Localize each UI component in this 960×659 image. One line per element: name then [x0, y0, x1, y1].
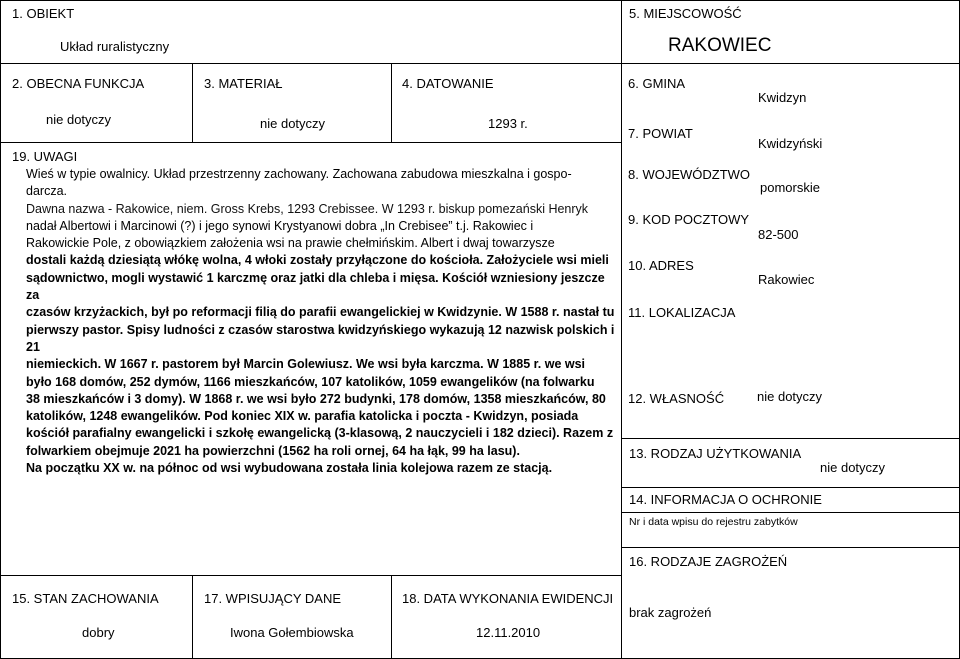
uwagi-line: Dawna nazwa - Rakowice, niem. Gross Krebs, 1293 Crebissee. W 1293 r. biskup pomezański Henryk — [26, 201, 589, 216]
uwagi-line: sądownictwo, mogli wystawić 1 karczmę oraz jatki dla chleba i mięsa. Kościół wzniesiony jeszcze za — [26, 270, 605, 303]
uwagi-line: Wieś w typie owalnicy. Układ przestrzenny zachowany. Zachowana zabudowa mieszkalna i gospo- — [26, 167, 572, 181]
obiekt-value: Układ ruralistyczny — [60, 39, 170, 54]
uwagi-line: 38 mieszkańców i 3 domy). W 1868 r. we wsi było 272 budynki, 178 domów, 1358 mieszkańców, 80 — [26, 391, 606, 406]
data-label: 18. DATA WYKONANIA EWIDENCJI — [402, 591, 614, 606]
datowanie-cell — [391, 63, 622, 143]
uwagi-line: nadał Albertowi i Marcinowi (?) i jego synowi Krystyanowi dobra „In Crebisee” t.j. Rakowiec i — [26, 218, 534, 233]
gmina-value: Kwidzyn — [758, 90, 807, 105]
stan-cell — [0, 575, 193, 659]
uwagi-label: 19. UWAGI — [12, 149, 78, 164]
wlasnosc-value: nie dotyczy — [757, 389, 823, 404]
uwagi-text — [26, 166, 618, 477]
powiat-value: Kwidzyński — [758, 136, 823, 151]
powiat-label: 7. POWIAT — [628, 126, 693, 141]
zagrozenia-cell — [621, 547, 960, 659]
ochrona-label: 14. INFORMACJA O OCHRONIE — [629, 492, 822, 507]
uwagi-line: niemieckich. W 1667 r. pastorem był Marcin Golewiusz. We wsi była karczma. W 1885 r. we wsi — [26, 357, 586, 372]
uwagi-line: pierwszy pastor. Spisy ludności z czasów starostwa kwidzyńskiego wykazują 12 nazwisk polskich i 21 — [26, 322, 615, 354]
ochrona-value: Nr i data wpisu do rejestru zabytków — [629, 516, 798, 528]
datowanie-label: 4. DATOWANIE — [402, 76, 494, 91]
wojewodztwo-label: 8. WOJEWÓDZTWO — [628, 167, 751, 182]
uzytkowanie-label: 13. RODZAJ UŻYTKOWANIA — [629, 446, 802, 461]
obiekt-cell — [0, 0, 622, 64]
funkcja-label: 2. OBECNA FUNKCJA — [12, 76, 145, 91]
uwagi-line: kościół parafialny ewangelicki i szkołę ewangelicką (3-klasową, 2 nauczycieli i 182 dzieci). Razem z — [26, 426, 614, 441]
adres-label: 10. ADRES — [628, 258, 694, 273]
uzytkowanie-cell — [621, 438, 960, 488]
stan-value: dobry — [82, 625, 115, 640]
wlasnosc-label: 12. WŁASNOŚĆ — [628, 391, 725, 406]
obiekt-label: 1. OBIEKT — [12, 6, 75, 21]
gmina-label: 6. GMINA — [628, 76, 686, 91]
uwagi-line: folwarkiem obejmuje 2021 ha powierzchni (1562 ha roli ornej, 64 ha łąk, 99 ha lasu). — [26, 443, 520, 458]
uwagi-line: Na początku XX w. na północ od wsi wybudowana została linia kolejowa razem ze stacją. — [26, 461, 553, 476]
adres-value: Rakowiec — [758, 272, 815, 287]
uwagi-line: Rakowickie Pole, z obowiązkiem założenia wsi na prawie chełmińskim. Albert i dwaj towarzysze — [26, 236, 555, 251]
uwagi-line: czasów krzyżackich, był po reformacji filią do parafii ewangelickiej w Kwidzynie. W 1588 r. nastał tu — [26, 305, 615, 320]
datowanie-value: 1293 r. — [488, 116, 528, 131]
funkcja-value: nie dotyczy — [46, 112, 112, 127]
uzytkowanie-value: nie dotyczy — [820, 460, 886, 475]
uwagi-line: katolików, 1248 ewangelików. Pod koniec XIX w. parafia katolicka i poczta - Kwidzyn, posiada — [26, 409, 579, 424]
wpisujacy-label: 17. WPISUJĄCY DANE — [204, 591, 342, 606]
miejscowosc-cell — [621, 0, 960, 64]
uwagi-line: darcza. — [26, 184, 67, 199]
wpisujacy-cell — [192, 575, 392, 659]
lokalizacja-label: 11. LOKALIZACJA — [628, 305, 736, 320]
funkcja-cell — [0, 63, 193, 143]
material-value: nie dotyczy — [260, 116, 326, 131]
kod-value: 82-500 — [758, 227, 799, 242]
data-cell — [391, 575, 622, 659]
zagrozenia-value: brak zagrożeń — [629, 605, 712, 620]
material-cell — [192, 63, 392, 143]
kod-label: 9. KOD POCZTOWY — [628, 212, 750, 227]
uwagi-line: dostali każdą dziesiątą włókę wolna, 4 włoki zostały przyłączone do kościoła. Założyciele wsi mieli — [26, 253, 609, 268]
material-label: 3. MATERIAŁ — [204, 76, 283, 91]
miejscowosc-label: 5. MIEJSCOWOŚĆ — [629, 6, 742, 21]
ochrona-cell — [621, 487, 960, 548]
wpisujacy-value: Iwona Gołembiowska — [230, 625, 354, 640]
miejscowosc-value: RAKOWIEC — [668, 35, 772, 56]
wojewodztwo-value: pomorskie — [760, 180, 820, 195]
zagrozenia-label: 16. RODZAJE ZAGROŻEŃ — [629, 554, 788, 569]
stan-label: 15. STAN ZACHOWANIA — [12, 591, 159, 606]
uwagi-line: było 168 domów, 252 dymów, 1166 mieszkańców, 107 katolików, 1059 ewangelików (na folwarku — [26, 374, 595, 389]
data-value: 12.11.2010 — [476, 625, 541, 640]
